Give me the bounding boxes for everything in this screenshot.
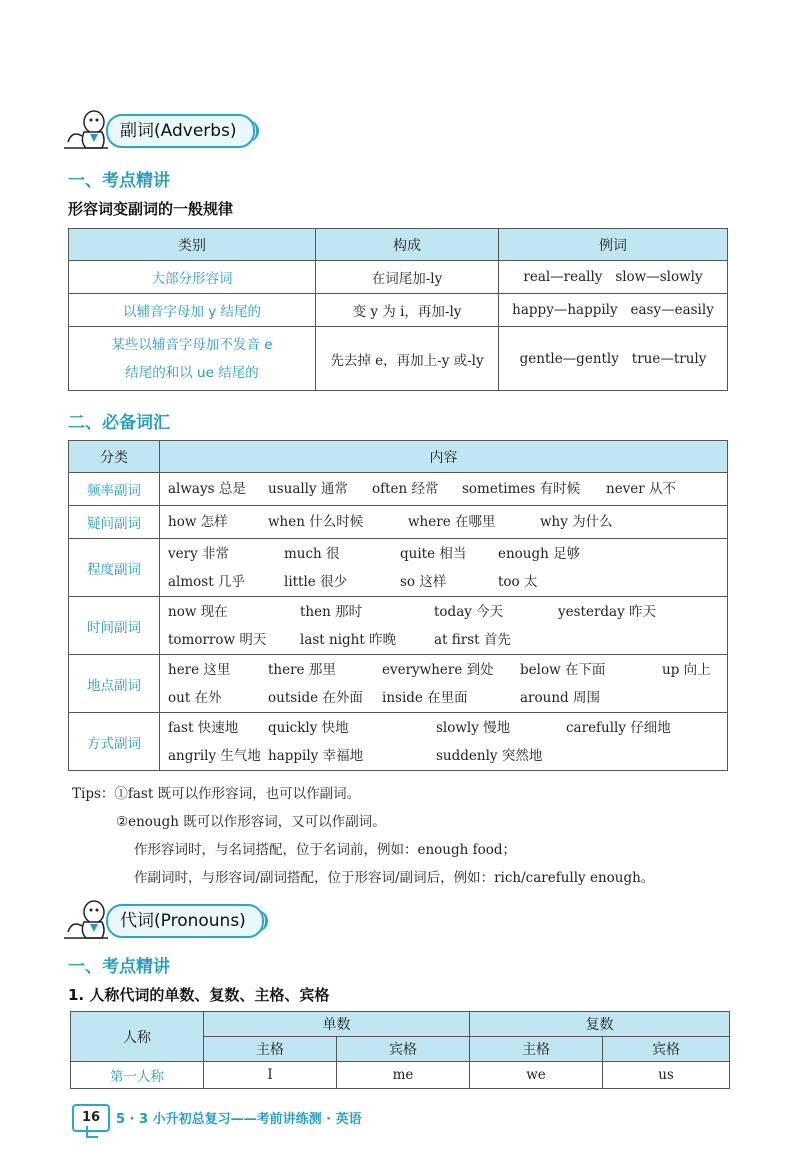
vocab-word: here 这里 bbox=[168, 661, 231, 678]
vocab-content bbox=[160, 539, 728, 597]
category-line: 某些以辅音字母加不发音 e bbox=[111, 336, 273, 353]
pronoun-value: us bbox=[603, 1062, 730, 1089]
mascot-icon bbox=[62, 898, 112, 940]
vocab-word: quickly 快地 bbox=[268, 719, 349, 736]
vocab-word: often 经常 bbox=[372, 481, 439, 497]
adjective-to-adverb-table bbox=[68, 228, 728, 391]
vocab-word: fast 快速地 bbox=[168, 719, 239, 736]
vocab-line bbox=[168, 568, 727, 596]
vocab-word: how 怎样 bbox=[168, 514, 228, 530]
vocab-line bbox=[168, 714, 727, 742]
vocab-word: where 在哪里 bbox=[408, 514, 496, 530]
vocab-word: last night 昨晚 bbox=[300, 631, 397, 648]
rule-formation: 先去掉 e，再加上-y 或-ly bbox=[316, 327, 499, 391]
vocab-line bbox=[168, 475, 727, 503]
rule-category bbox=[69, 327, 316, 391]
vocab-word: suddenly 突然地 bbox=[436, 747, 543, 764]
vocab-word: tomorrow 明天 bbox=[168, 631, 267, 648]
adverbs-badge: 副词(Adverbs) bbox=[106, 114, 255, 148]
rule-category: 以辅音字母加 y 结尾的 bbox=[69, 294, 316, 327]
table-row bbox=[69, 294, 728, 327]
adverbs-section-header bbox=[62, 108, 282, 148]
vocab-word: everywhere 到处 bbox=[382, 661, 494, 678]
example-word: slow—slowly bbox=[615, 269, 703, 285]
header-singular: 单数 bbox=[204, 1012, 470, 1037]
pronouns-badge: 代词(Pronouns) bbox=[106, 904, 264, 938]
tip-line: Tips：①fast 既可以作形容词，也可以作副词。 bbox=[72, 786, 361, 802]
header-objective: 宾格 bbox=[337, 1037, 470, 1062]
page-number: 16 bbox=[72, 1104, 110, 1132]
rule-examples bbox=[499, 294, 728, 327]
vocab-word: today 今天 bbox=[434, 603, 504, 620]
vocab-word: inside 在里面 bbox=[382, 689, 468, 706]
vocab-content bbox=[160, 713, 728, 771]
adverbs-section1-subtitle: 形容词变副词的一般规律 bbox=[68, 200, 234, 218]
pronoun-person: 第一人称 bbox=[71, 1062, 204, 1089]
example-word: true—truly bbox=[631, 350, 707, 367]
vocab-word: so 这样 bbox=[400, 573, 447, 590]
rule-category: 大部分形容词 bbox=[69, 261, 316, 294]
table-row bbox=[69, 327, 728, 391]
vocab-word: never 从不 bbox=[606, 481, 677, 497]
vocab-word: almost 几乎 bbox=[168, 573, 245, 590]
vocab-word: slowly 慢地 bbox=[436, 719, 511, 736]
personal-pronoun-table bbox=[70, 1011, 730, 1089]
vocab-category: 时间副词 bbox=[69, 597, 160, 655]
vocab-word: sometimes 有时候 bbox=[462, 481, 581, 497]
vocab-word: there 那里 bbox=[268, 661, 336, 678]
adverb-vocabulary-table bbox=[68, 440, 728, 771]
vocab-line bbox=[168, 656, 727, 684]
vocab-category: 疑问副词 bbox=[69, 506, 160, 539]
vocab-category: 频率副词 bbox=[69, 473, 160, 506]
tip-line: 作形容词时，与名词搭配，位于名词前，例如：enough food； bbox=[134, 842, 517, 858]
pronouns-section1-title: 一、考点精讲 bbox=[68, 957, 170, 977]
adverbs-section1-title: 一、考点精讲 bbox=[68, 171, 170, 191]
vocab-word: when 什么时候 bbox=[268, 514, 364, 530]
rule-formation: 变 y 为 i，再加-ly bbox=[316, 294, 499, 327]
adverbs-section2-title: 二、必备词汇 bbox=[68, 413, 170, 433]
header-category: 分类 bbox=[69, 441, 160, 473]
header-formation: 构成 bbox=[316, 229, 499, 261]
table-row bbox=[69, 655, 728, 713]
vocab-content bbox=[160, 506, 728, 539]
vocab-word: little 很少 bbox=[284, 573, 348, 590]
header-examples: 例词 bbox=[499, 229, 728, 261]
table-row bbox=[69, 473, 728, 506]
vocab-line bbox=[168, 598, 727, 626]
vocab-word: always 总是 bbox=[168, 481, 246, 497]
table-row bbox=[69, 597, 728, 655]
page-number-tab-icon bbox=[86, 1126, 98, 1138]
vocab-word: very 非常 bbox=[168, 545, 229, 562]
vocab-line bbox=[168, 626, 727, 654]
vocab-word: yesterday 昨天 bbox=[558, 603, 657, 620]
tip-line: 作副词时，与形容词/副词搭配，位于形容词/副词后，例如：rich/carefully enough。 bbox=[134, 870, 655, 886]
table-row bbox=[69, 713, 728, 771]
vocab-content bbox=[160, 597, 728, 655]
book-title: 5 · 3 小升初总复习——考前讲练测 · 英语 bbox=[116, 1112, 362, 1127]
header-content: 内容 bbox=[160, 441, 728, 473]
vocab-word: up 向上 bbox=[662, 661, 711, 678]
table-row bbox=[71, 1062, 730, 1089]
vocab-word: around 周围 bbox=[520, 689, 600, 706]
vocab-line bbox=[168, 540, 727, 568]
category-line: 结尾的和以 ue 结尾的 bbox=[125, 364, 259, 381]
vocab-word: angrily 生气地 bbox=[168, 747, 261, 764]
vocab-word: then 那时 bbox=[300, 603, 363, 620]
vocab-category: 程度副词 bbox=[69, 539, 160, 597]
vocab-word: enough 足够 bbox=[498, 545, 581, 562]
vocab-word: happily 幸福地 bbox=[268, 747, 364, 764]
vocab-line bbox=[168, 684, 727, 712]
table-row bbox=[69, 261, 728, 294]
header-subjective: 主格 bbox=[470, 1037, 603, 1062]
example-word: real—really bbox=[523, 269, 603, 285]
vocab-category: 方式副词 bbox=[69, 713, 160, 771]
rule-examples bbox=[499, 327, 728, 391]
table-row bbox=[69, 506, 728, 539]
pronoun-value: we bbox=[470, 1062, 603, 1089]
pronoun-value: I bbox=[204, 1062, 337, 1089]
example-word: happy—happily bbox=[512, 302, 618, 318]
example-word: easy—easily bbox=[630, 302, 714, 318]
header-objective: 宾格 bbox=[603, 1037, 730, 1062]
pronouns-subtitle: 1. 人称代词的单数、复数、主格、宾格 bbox=[68, 986, 330, 1004]
rule-examples bbox=[499, 261, 728, 294]
rule-formation: 在词尾加-ly bbox=[316, 261, 499, 294]
vocab-word: too 太 bbox=[498, 573, 538, 590]
pronoun-value: me bbox=[337, 1062, 470, 1089]
table-row bbox=[69, 539, 728, 597]
vocab-line bbox=[168, 508, 727, 536]
header-subjective: 主格 bbox=[204, 1037, 337, 1062]
vocab-word: outside 在外面 bbox=[268, 689, 363, 706]
mascot-icon bbox=[62, 108, 112, 150]
header-category: 类别 bbox=[69, 229, 316, 261]
pronouns-section-header bbox=[62, 898, 282, 938]
vocab-category: 地点副词 bbox=[69, 655, 160, 713]
vocab-content bbox=[160, 473, 728, 506]
vocab-word: usually 通常 bbox=[268, 481, 348, 497]
header-person: 人称 bbox=[71, 1012, 204, 1062]
vocab-word: now 现在 bbox=[168, 603, 228, 620]
vocab-word: much 很 bbox=[284, 545, 340, 562]
header-plural: 复数 bbox=[470, 1012, 730, 1037]
vocab-word: below 在下面 bbox=[520, 661, 606, 678]
vocab-word: why 为什么 bbox=[540, 514, 613, 530]
vocab-word: carefully 仔细地 bbox=[566, 719, 671, 736]
vocab-word: at first 首先 bbox=[434, 631, 511, 648]
vocab-line bbox=[168, 742, 727, 770]
tip-line: ②enough 既可以作形容词，又可以作副词。 bbox=[116, 814, 386, 830]
vocab-content bbox=[160, 655, 728, 713]
example-word: gentle—gently bbox=[519, 350, 619, 367]
vocab-word: out 在外 bbox=[168, 689, 222, 706]
vocab-word: quite 相当 bbox=[400, 545, 467, 562]
